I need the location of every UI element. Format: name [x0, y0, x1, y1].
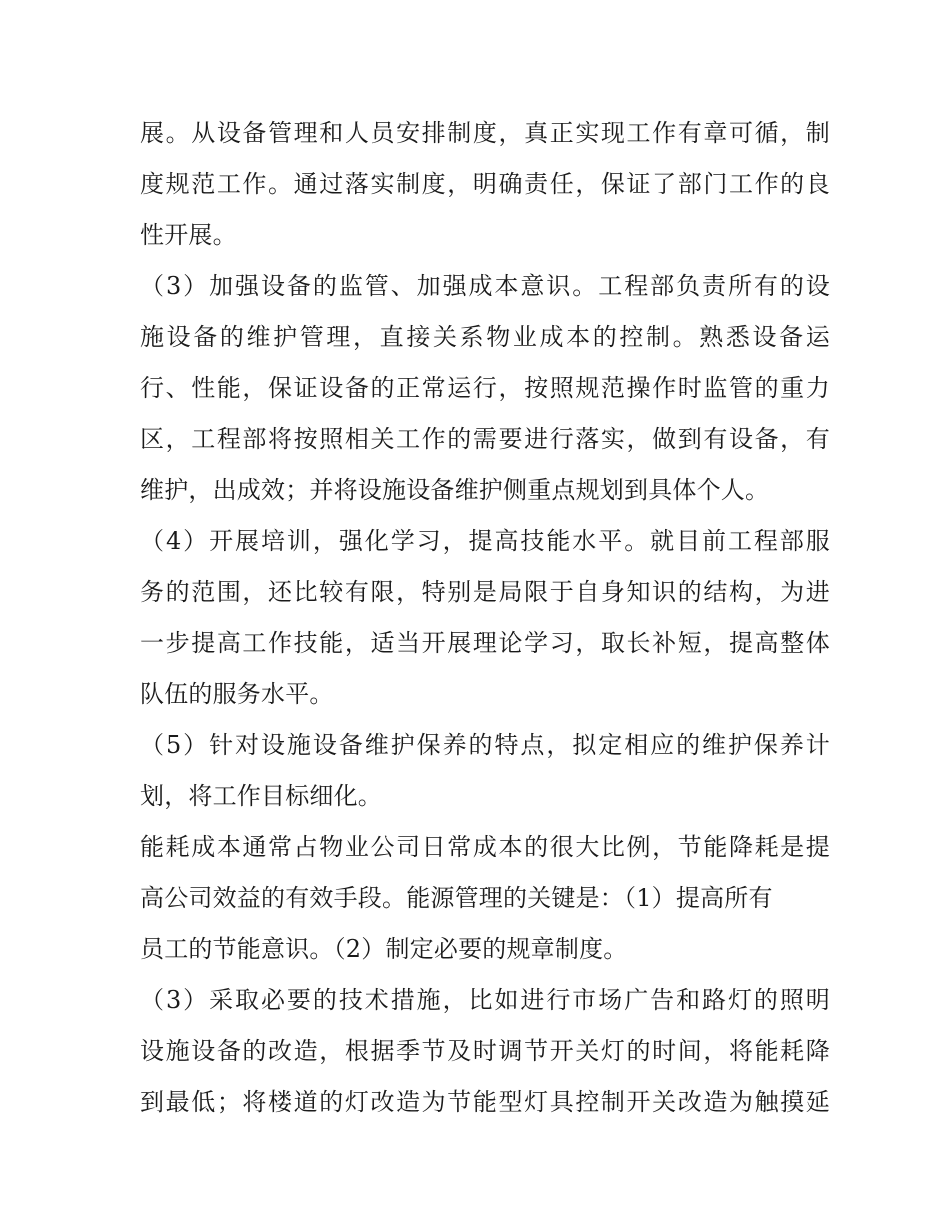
text-line: 务的范围，还比较有限，特别是局限于自身知识的结构，为进: [140, 578, 830, 606]
text-line: 员工的节能意识。（2）制定必要的规章制度。: [140, 935, 628, 963]
text-line: 施设备的维护管理，直接关系物业成本的控制。熟悉设备运: [140, 323, 830, 351]
text-line: （5）针对设施设备维护保养的特点，拟定相应的维护保养计: [140, 731, 830, 759]
text-line: （3）采取必要的技术措施，比如进行市场广告和路灯的照明: [140, 986, 830, 1014]
text-line: 设施设备的改造，根据季节及时调节开关灯的时间，将能耗降: [140, 1037, 830, 1065]
text-line: 到最低；将楼道的灯改造为节能型灯具控制开关改造为触摸延: [140, 1088, 830, 1116]
text-line: 度规范工作。通过落实制度，明确责任，保证了部门工作的良: [140, 170, 830, 198]
text-line: 行、性能，保证设备的正常运行，按照规范操作时监管的重力: [140, 374, 830, 402]
document-body: [140, 108, 830, 1128]
text-line: 队伍的服务水平。: [140, 680, 334, 708]
text-line: 一步提高工作技能，适当开展理论学习，取长补短，提高整体: [140, 629, 830, 657]
text-line: 性开展。: [140, 221, 237, 249]
text-line: （3）加强设备的监管、加强成本意识。工程部负责所有的设: [140, 272, 830, 300]
text-line: 高公司效益的有效手段。能源管理的关键是：（1）提高所有: [140, 884, 773, 912]
text-line: 展。从设备管理和人员安排制度，真正实现工作有章可循，制: [140, 119, 830, 147]
text-line: 划，将工作目标细化。: [140, 782, 382, 810]
text-line: 能耗成本通常占物业公司日常成本的很大比例，节能降耗是提: [140, 833, 830, 861]
text-line: （4）开展培训，强化学习，提高技能水平。就目前工程部服: [140, 527, 830, 555]
text-line: 维护，出成效；并将设施设备维护侧重点规划到具体个人。: [140, 476, 770, 504]
text-line: 区，工程部将按照相关工作的需要进行落实，做到有设备，有: [140, 425, 830, 453]
